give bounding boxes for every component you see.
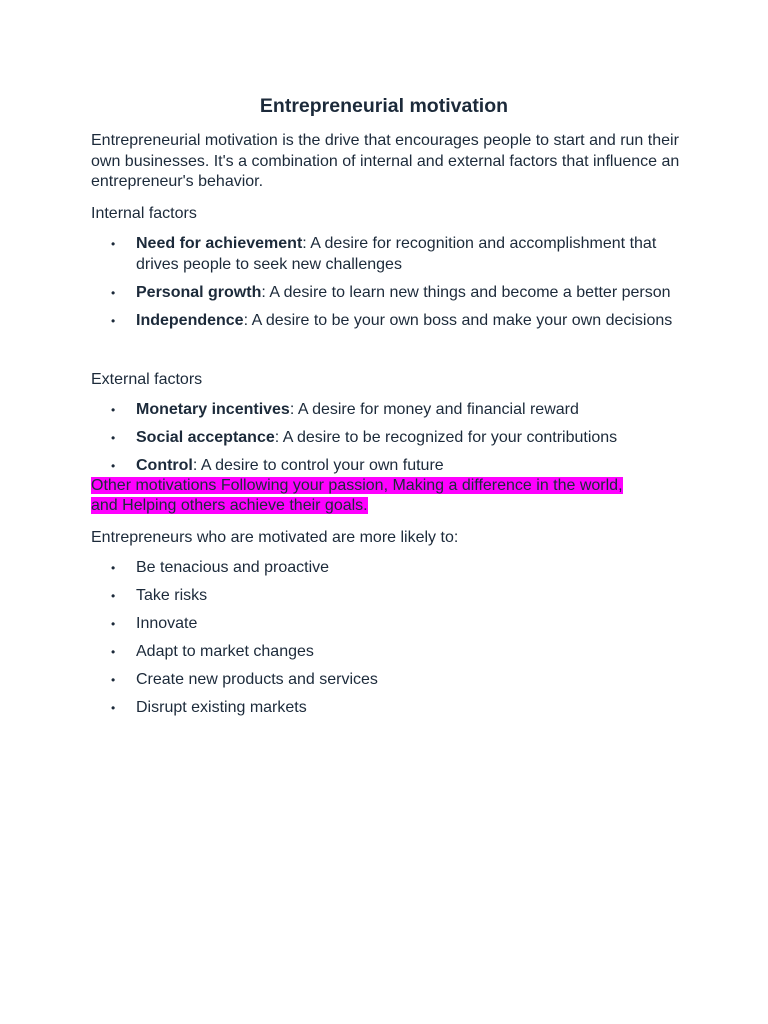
external-factors-heading: External factors — [91, 371, 203, 388]
bullet-icon: • — [111, 313, 116, 328]
bullet-icon: • — [111, 403, 116, 417]
bullet-icon: • — [111, 459, 116, 473]
internal-factors-list — [91, 234, 691, 331]
bullet-icon: • — [111, 617, 116, 631]
list-item-text: Innovate — [136, 615, 198, 632]
list-item — [91, 558, 691, 579]
list-item-term: Monetary incentives — [136, 401, 290, 418]
internal-factors-heading: Internal factors — [91, 205, 197, 222]
list-item-term: Independence — [136, 311, 244, 329]
list-item-description: : A desire for money and financial reward — [289, 401, 579, 418]
list-item-term: Social acceptance — [136, 429, 275, 446]
list-item — [91, 586, 691, 607]
list-item — [91, 614, 691, 635]
list-item-description: : A desire to learn new things and become a better person — [261, 283, 671, 301]
highlighted-note-line-1: Other motivations Following your passion, Making a difference in the world, — [91, 477, 623, 494]
list-item — [91, 400, 691, 421]
list-item-text: Disrupt existing markets — [136, 699, 307, 716]
list-item — [91, 670, 691, 691]
list-item — [91, 642, 691, 663]
list-item — [91, 428, 691, 449]
list-item — [91, 283, 691, 304]
bullet-icon: • — [111, 431, 116, 445]
list-item — [91, 456, 691, 477]
intro-paragraph: Entrepreneurial motivation is the drive that encourages people to start and run their own businesses. It's a combination of internal and external factors that influence an entrepreneur's behavior. — [91, 132, 680, 190]
bullet-icon: • — [111, 237, 116, 251]
outcomes-heading: Entrepreneurs who are motivated are more likely to: — [91, 529, 459, 546]
bullet-icon: • — [111, 589, 116, 603]
outcomes-list — [91, 558, 691, 719]
list-item-term: Control — [136, 457, 193, 474]
list-item — [91, 234, 691, 275]
list-item-description: : A desire for recognition and accomplishment that drives people to seek new challenges — [136, 235, 657, 273]
list-item-term: Need for achievement — [136, 235, 303, 252]
list-item — [91, 698, 691, 719]
bullet-icon: • — [111, 673, 116, 687]
list-item-text: Be tenacious and proactive — [136, 559, 330, 576]
highlighted-note-line-2: and Helping others achieve their goals. — [91, 497, 368, 514]
list-item-text: Adapt to market changes — [136, 643, 314, 660]
highlighted-note — [91, 476, 661, 516]
external-factors-list — [91, 400, 691, 477]
list-item-text: Take risks — [136, 587, 208, 604]
list-item-description: : A desire to be recognized for your contributions — [274, 429, 618, 446]
list-item-term: Personal growth — [136, 283, 262, 301]
list-item — [91, 311, 691, 332]
list-item-text: Create new products and services — [136, 671, 378, 688]
list-item-description: : A desire to be your own boss and make your own decisions — [243, 311, 673, 329]
bullet-icon: • — [111, 645, 116, 659]
bullet-icon: • — [111, 701, 116, 715]
document-title: Entrepreneurial motivation — [259, 95, 509, 117]
list-item-description: : A desire to control your own future — [192, 457, 444, 474]
bullet-icon: • — [111, 285, 116, 300]
bullet-icon: • — [111, 561, 116, 575]
